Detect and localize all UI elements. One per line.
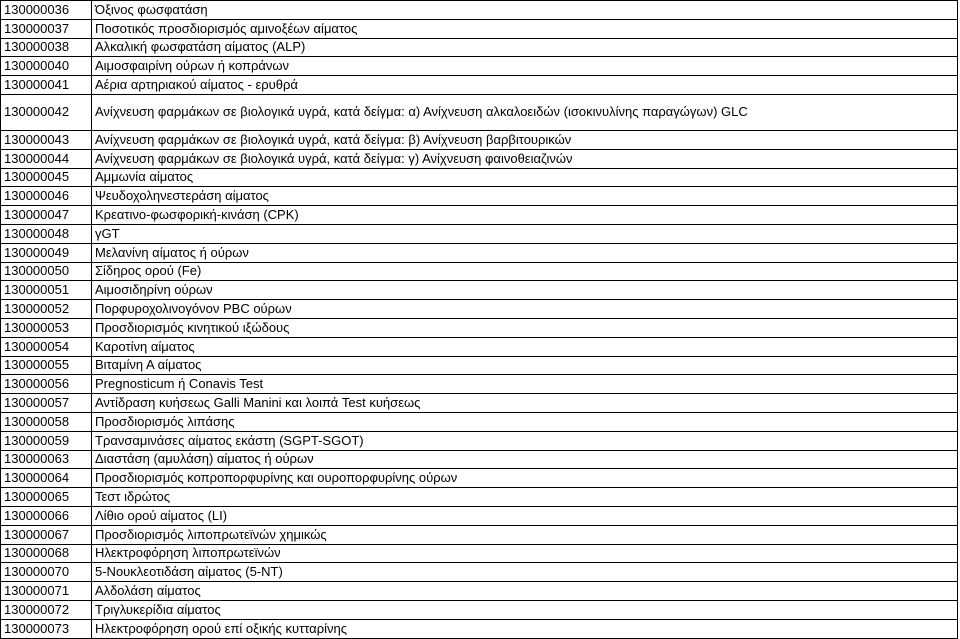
table-row (1, 394, 958, 413)
table-row (1, 243, 958, 262)
exam-description-cell: Καροτίνη αίματος (92, 337, 958, 356)
table-row (1, 375, 958, 394)
exam-code-cell: 130000043 (1, 130, 92, 149)
exam-code-cell: 130000041 (1, 76, 92, 95)
table-row (1, 619, 958, 638)
exam-description-cell: Αλδολάση αίματος (92, 582, 958, 601)
exam-description-cell: Αιμοσιδηρίνη ούρων (92, 281, 958, 300)
exam-description-cell: Ποσοτικός προσδιορισμός αμινοξέων αίματος (92, 19, 958, 38)
table-row (1, 431, 958, 450)
table-row (1, 94, 958, 130)
table-body (1, 1, 958, 639)
table-row (1, 337, 958, 356)
table-row (1, 281, 958, 300)
exam-description-cell: Προσδιορισμός λιποπρωτεϊνών χημικώς (92, 525, 958, 544)
exam-code-cell: 130000070 (1, 563, 92, 582)
exam-code-cell: 130000052 (1, 300, 92, 319)
table-row (1, 506, 958, 525)
table-row (1, 206, 958, 225)
exam-description-cell: Ανίχνευση φαρμάκων σε βιολογικά υγρά, κατά δείγμα: α) Ανίχνευση αλκαλοειδών (ισοκινυλίνης παραγώγων) GLC (92, 94, 958, 130)
exam-code-cell: 130000063 (1, 450, 92, 469)
exam-code-cell: 130000071 (1, 582, 92, 601)
exam-description-cell: Διαστάση (αμυλάση) αίματος ή ούρων (92, 450, 958, 469)
exam-description-cell: Όξινος φωσφατάση (92, 1, 958, 20)
exam-code-cell: 130000042 (1, 94, 92, 130)
table-row (1, 544, 958, 563)
table-row (1, 488, 958, 507)
exam-code-cell: 130000065 (1, 488, 92, 507)
table-row (1, 469, 958, 488)
exam-description-cell: Αλκαλική φωσφατάση αίματος (ALP) (92, 38, 958, 57)
exam-code-cell: 130000064 (1, 469, 92, 488)
table-row (1, 356, 958, 375)
exam-description-cell: Αέρια αρτηριακού αίματος - ερυθρά (92, 76, 958, 95)
exam-description-cell: Μελανίνη αίματος ή ούρων (92, 243, 958, 262)
exam-description-cell: Λίθιο ορού αίματος (LI) (92, 506, 958, 525)
table-row (1, 57, 958, 76)
exam-description-cell: Προσδιορισμός κινητικού ιξώδους (92, 318, 958, 337)
exam-description-cell: Προσδιορισμός λιπάσης (92, 412, 958, 431)
exam-description-cell: Ηλεκτροφόρηση ορού επί οξικής κυτταρίνης (92, 619, 958, 638)
table-row (1, 582, 958, 601)
exam-description-cell: Αντίδραση κυήσεως Galli Manini και λοιπά Test κυήσεως (92, 394, 958, 413)
exam-description-cell: Σίδηρος ορού (Fe) (92, 262, 958, 281)
table-row (1, 1, 958, 20)
exam-code-cell: 130000049 (1, 243, 92, 262)
exam-description-cell: Βιταμίνη Α αίματος (92, 356, 958, 375)
table-row (1, 525, 958, 544)
exam-code-cell: 130000048 (1, 224, 92, 243)
exam-description-cell: Τριγλυκερίδια αίματος (92, 600, 958, 619)
exam-description-cell: Κρεατινο-φωσφορική-κινάση (CPK) (92, 206, 958, 225)
exam-description-cell: Αμμωνία αίματος (92, 168, 958, 187)
exam-description-cell: Αιμοσφαιρίνη ούρων ή κοπράνων (92, 57, 958, 76)
exam-code-cell: 130000068 (1, 544, 92, 563)
table-row (1, 262, 958, 281)
exam-description-cell: Ηλεκτροφόρηση λιποπρωτεϊνών (92, 544, 958, 563)
exam-code-cell: 130000040 (1, 57, 92, 76)
table-row (1, 450, 958, 469)
exam-description-cell: Ανίχνευση φαρμάκων σε βιολογικά υγρά, κατά δείγμα: γ) Ανίχνευση φαινοθειαζινών (92, 149, 958, 168)
exam-code-cell: 130000057 (1, 394, 92, 413)
exam-code-cell: 130000046 (1, 187, 92, 206)
table-row (1, 300, 958, 319)
table-row (1, 563, 958, 582)
exam-description-cell: Ανίχνευση φαρμάκων σε βιολογικά υγρά, κατά δείγμα: β) Ανίχνευση βαρβιτουρικών (92, 130, 958, 149)
exam-code-cell: 130000073 (1, 619, 92, 638)
exam-code-cell: 130000058 (1, 412, 92, 431)
exam-description-cell: γGT (92, 224, 958, 243)
table-row (1, 76, 958, 95)
exam-code-cell: 130000045 (1, 168, 92, 187)
table-row (1, 168, 958, 187)
table-row (1, 224, 958, 243)
exam-code-cell: 130000044 (1, 149, 92, 168)
exam-description-cell: Προσδιορισμός κοπροπορφυρίνης και ουροπορφυρίνης ούρων (92, 469, 958, 488)
exam-code-cell: 130000053 (1, 318, 92, 337)
exam-code-cell: 130000051 (1, 281, 92, 300)
table-row (1, 19, 958, 38)
exam-description-cell: Πορφυροχολινογόνον PBC ούρων (92, 300, 958, 319)
table-row (1, 600, 958, 619)
exam-code-cell: 130000055 (1, 356, 92, 375)
exam-description-cell: Τεστ ιδρώτος (92, 488, 958, 507)
exam-description-cell: Τρανσαμινάσες αίματος εκάστη (SGPT-SGOT) (92, 431, 958, 450)
exam-code-cell: 130000038 (1, 38, 92, 57)
table-row (1, 130, 958, 149)
exam-code-cell: 130000050 (1, 262, 92, 281)
table-row (1, 412, 958, 431)
exam-code-cell: 130000047 (1, 206, 92, 225)
exam-code-cell: 130000036 (1, 1, 92, 20)
exam-description-cell: Ψευδοχοληνεστεράση αίματος (92, 187, 958, 206)
exam-description-cell: 5-Νουκλεοτιδάση αίματος (5-NT) (92, 563, 958, 582)
exam-code-cell: 130000037 (1, 19, 92, 38)
exam-code-cell: 130000066 (1, 506, 92, 525)
exam-code-cell: 130000072 (1, 600, 92, 619)
exam-code-cell: 130000054 (1, 337, 92, 356)
exam-code-cell: 130000059 (1, 431, 92, 450)
table-row (1, 149, 958, 168)
exam-description-cell: Pregnosticum ή Conavis Test (92, 375, 958, 394)
exam-code-cell: 130000067 (1, 525, 92, 544)
table-row (1, 187, 958, 206)
exam-code-cell: 130000056 (1, 375, 92, 394)
table-row (1, 38, 958, 57)
table-row (1, 318, 958, 337)
